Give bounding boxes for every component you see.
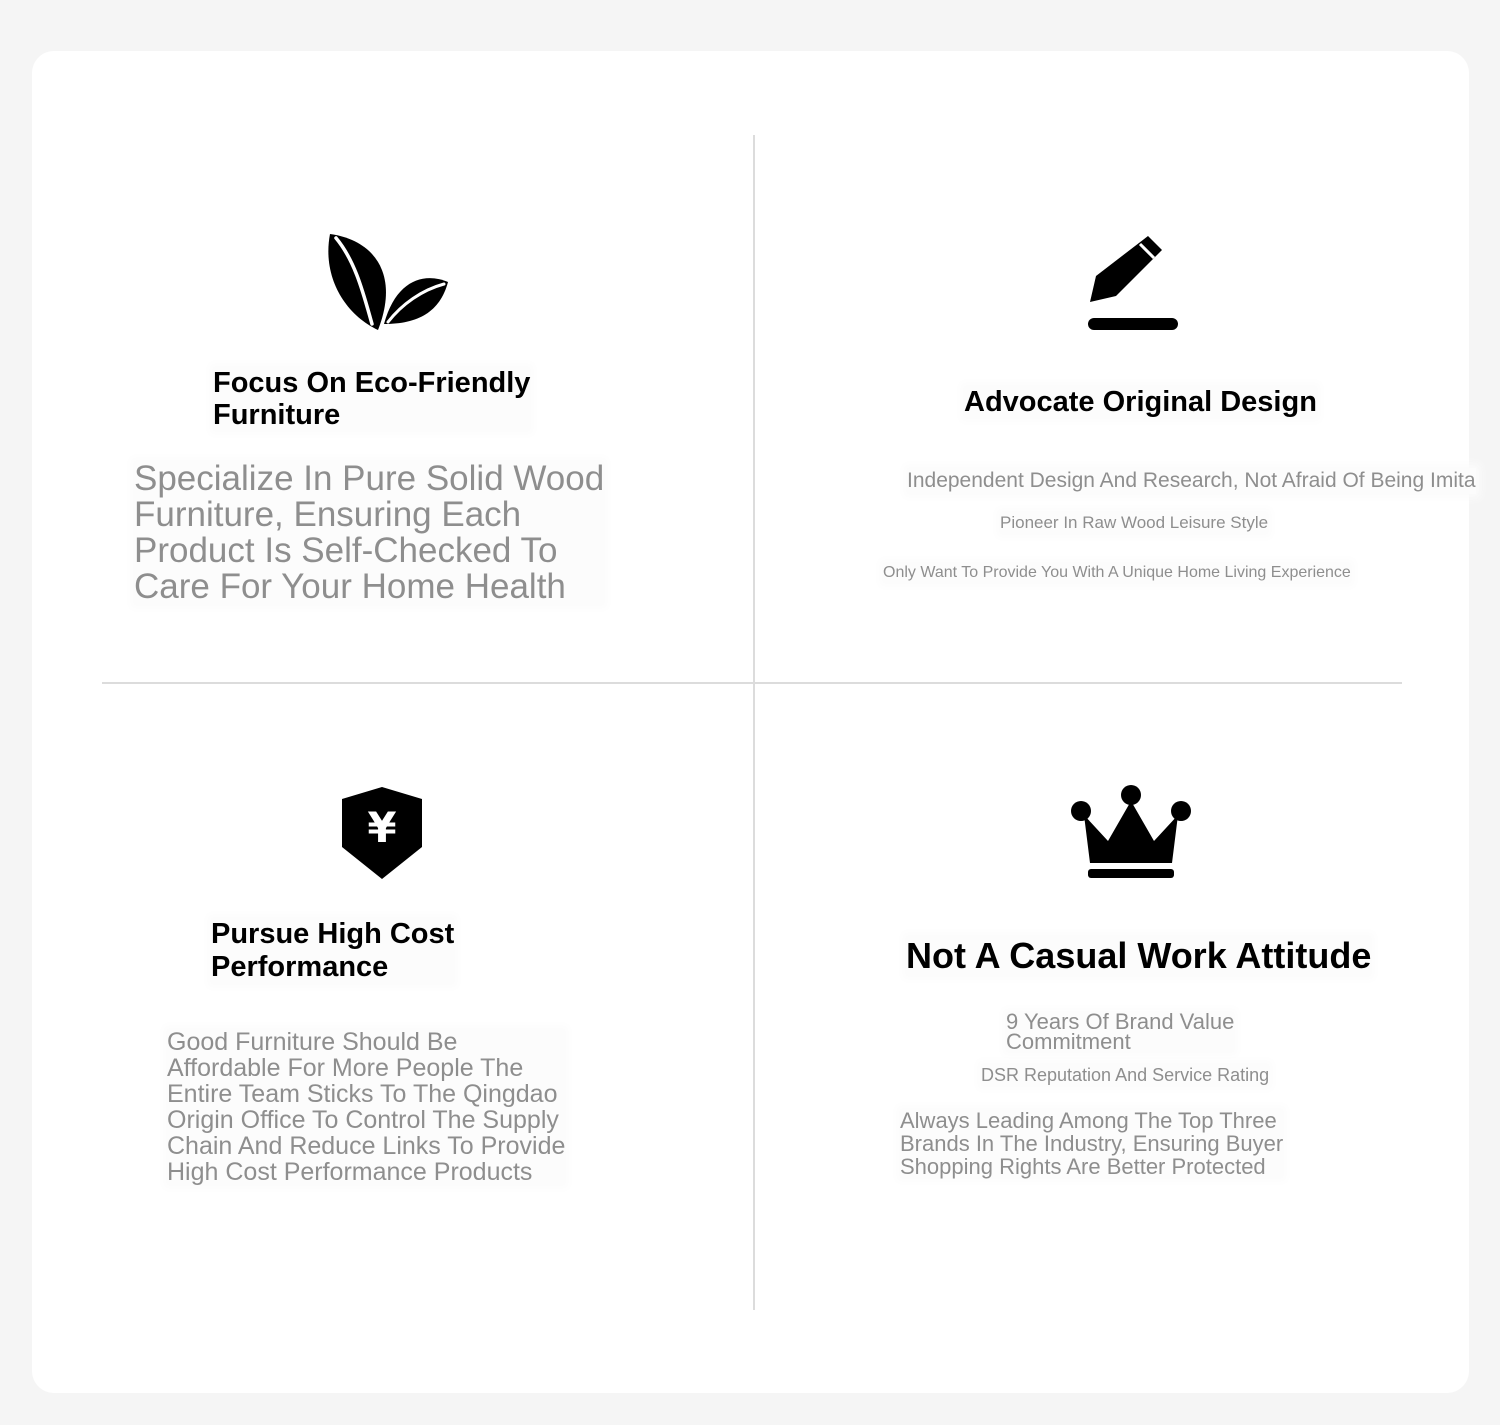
pencil-edit-icon [1086, 234, 1180, 332]
horizontal-divider [102, 682, 1402, 684]
feature-line-unique-experience: Only Want To Provide You With A Unique Home Living Experience [883, 564, 1351, 581]
feature-description-cost-performance: Good Furniture Should Be Affordable For More People The Entire Team Sticks To The Qingdao Origin Office To Control The Supply Chain And Reduce Links To Provide High Cost Performance Products [167, 1028, 566, 1186]
features-card [32, 51, 1469, 1393]
feature-line-top-three-brands: Always Leading Among The Top Three Brands In The Industry, Ensuring Buyer Shopping Rights Are Better Protected [900, 1108, 1284, 1179]
crown-icon [1068, 783, 1194, 881]
feature-line-raw-wood-style: Pioneer In Raw Wood Leisure Style [1000, 513, 1269, 532]
feature-line-independent-design: Independent Design And Research, Not Afraid Of Being Imita [907, 469, 1476, 492]
feature-title-cost-performance: Pursue High Cost Performance [211, 918, 455, 983]
feature-line-dsr-rating: DSR Reputation And Service Rating [981, 1065, 1270, 1085]
feature-title-original-design: Advocate Original Design [964, 386, 1317, 418]
yen-symbol: ¥ [367, 803, 397, 852]
feature-line-brand-value: 9 Years Of Brand Value Commitment [1006, 1009, 1235, 1054]
feature-description-eco-friendly: Specialize In Pure Solid Wood Furniture, Ensuring Each Product Is Self-Checked To Care For Your Home Health [134, 459, 605, 606]
feature-title-eco-friendly: Focus On Eco-Friendly Furniture [213, 367, 531, 431]
feature-title-work-attitude: Not A Casual Work Attitude [906, 935, 1372, 976]
leaf-icon [326, 232, 450, 332]
yen-shield-icon [340, 785, 424, 881]
vertical-divider [753, 135, 755, 1310]
